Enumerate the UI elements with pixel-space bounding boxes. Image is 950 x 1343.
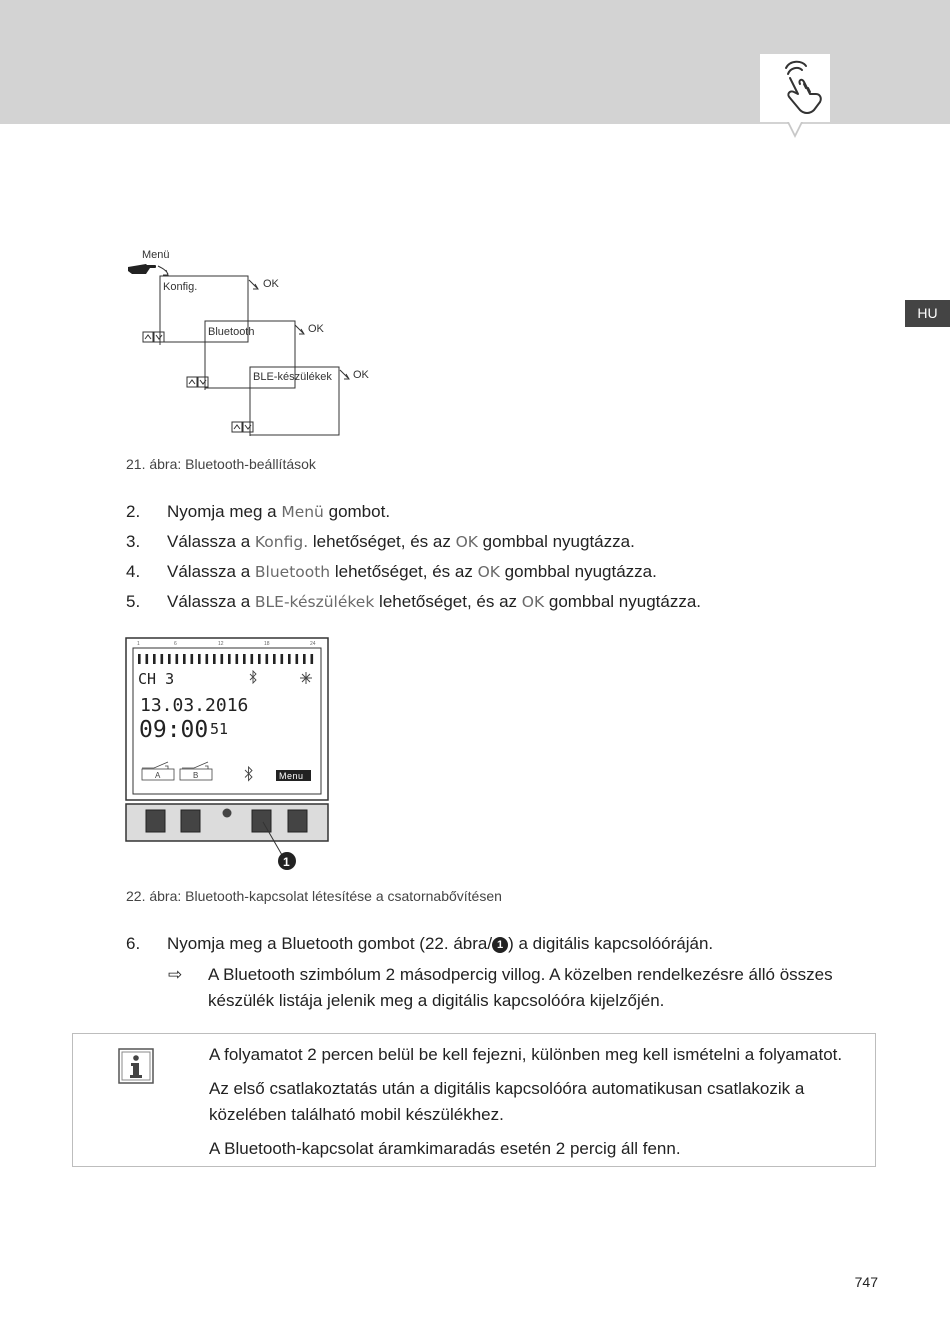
step-text: lehetőséget, és az [374, 592, 522, 611]
device-button-1[interactable] [146, 810, 165, 832]
step-text: Válassza a [167, 532, 255, 551]
scale-12: 12 [218, 641, 224, 647]
ui-term: Bluetooth [254, 563, 331, 581]
step-text: Válassza a [167, 592, 255, 611]
step-text: ) a digitális kapcsolóóráján. [508, 934, 714, 953]
hour-segment [191, 654, 194, 664]
hour-segment [153, 654, 156, 664]
info-paragraph: A Bluetooth-kapcsolat áramkimaradás esetén 2 percig áll fenn. [209, 1139, 681, 1158]
diagram-bluetooth-label: Bluetooth [208, 326, 255, 338]
info-paragraph: Az első csatlakoztatás után a digitális kapcsolóóra automatikusan csatlakozik a közelében található mobil készülékhez. [209, 1079, 805, 1124]
info-icon [118, 1048, 154, 1084]
hour-segment [251, 654, 254, 664]
result-text: A Bluetooth szimbólum 2 másodpercig villog. A közelben rendelkezésre álló összes készülék listája jelenik meg a digitális kapcsolóóra kijelzőjén. [208, 965, 833, 1010]
pointing-hand-icon [128, 264, 156, 274]
steps-list [126, 500, 846, 620]
hour-segment [281, 654, 284, 664]
hour-segment [236, 654, 239, 664]
device-button-2[interactable] [181, 810, 200, 832]
info-paragraph: A folyamatot 2 percen belül be kell fejezni, különben meg kell ismételni a folyamatot. [209, 1045, 843, 1064]
bluetooth-button[interactable] [252, 810, 271, 832]
up-down-buttons [143, 332, 253, 436]
diagram-konfig-label: Konfig. [163, 281, 198, 293]
hour-segment [273, 654, 276, 664]
step-text: Nyomja meg a [167, 502, 282, 521]
step-text: Nyomja meg a Bluetooth gombot (22. ábra/ [167, 934, 493, 953]
hour-segment [266, 654, 269, 664]
ui-term: Konfig. [254, 533, 309, 551]
diagram-ok-2: OK [308, 323, 324, 335]
scale-1: 1 [137, 641, 140, 647]
step-number: 6. [126, 934, 141, 953]
result-arrow-icon: ⇨ [168, 965, 183, 984]
step-number: 3. [126, 532, 141, 551]
hour-segment [296, 654, 299, 664]
info-box [72, 1033, 876, 1167]
step-text: Válassza a [167, 562, 255, 581]
hour-segment [228, 654, 231, 664]
hour-segment [311, 654, 314, 664]
language-tab[interactable]: HU [905, 300, 950, 327]
step-item [126, 590, 846, 620]
hour-segment [138, 654, 141, 664]
ui-term: BLE-készülékek [254, 593, 375, 611]
ui-term: OK [455, 533, 478, 551]
step-text: gombbal nyugtázza. [499, 562, 657, 581]
hour-segment [288, 654, 291, 664]
step-number: 2. [126, 502, 141, 521]
hour-segment [243, 654, 246, 664]
step-number: 5. [126, 592, 141, 611]
figure21-caption: 21. ábra: Bluetooth-beállítások [126, 456, 316, 472]
hour-segment [206, 654, 209, 664]
channel-label: CH 3 [138, 670, 175, 688]
scale-24: 24 [310, 641, 316, 647]
diagram-ble-label: BLE-készülékek [253, 371, 332, 383]
step-text: lehetőséget, és az [308, 532, 456, 551]
hour-segment [303, 654, 306, 664]
step-text: gombbal nyugtázza. [477, 532, 635, 551]
time-display: 09:00 [139, 717, 209, 743]
step-text: gombot. [323, 502, 391, 521]
hour-segment [168, 654, 171, 664]
ui-term: Menü [281, 503, 324, 521]
seconds-display: 51 [210, 720, 229, 738]
step-item [126, 530, 846, 560]
step-number: 4. [126, 562, 141, 581]
diagram-ok-3: OK [353, 369, 369, 381]
ui-term: OK [477, 563, 500, 581]
hour-segment [176, 654, 179, 664]
hour-segment [161, 654, 164, 664]
callout-reference: 1 [492, 937, 508, 953]
hour-segment [146, 654, 149, 664]
figure22-caption: 22. ábra: Bluetooth-kapcsolat létesítése a csatornabővítésen [126, 888, 502, 904]
step-text: lehetőséget, és az [330, 562, 478, 581]
step-text: gombbal nyugtázza. [544, 592, 702, 611]
hour-segment [258, 654, 261, 664]
step-item [126, 560, 846, 590]
device-button-4[interactable] [288, 810, 307, 832]
diagram-ok-1: OK [263, 278, 279, 290]
scale-6: 6 [174, 641, 177, 647]
switch-b-label: B [193, 771, 199, 780]
status-led [223, 809, 232, 818]
time-switch-device [124, 636, 330, 876]
hour-segment [221, 654, 224, 664]
step-item [126, 500, 846, 530]
tab-pointer [787, 122, 803, 138]
switch-a-label: A [155, 771, 161, 780]
hour-segment [213, 654, 216, 664]
hour-segment [183, 654, 186, 664]
diagram-menu-label: Menü [142, 249, 170, 261]
scale-18: 18 [264, 641, 270, 647]
page-number: 747 [854, 1274, 878, 1290]
date-display: 13.03.2016 [140, 695, 249, 716]
touch-hand-icon [760, 54, 830, 122]
menu-softkey-label: Menu [279, 771, 304, 781]
callout-number: 1 [283, 855, 290, 869]
hour-segment [198, 654, 201, 664]
ui-term: OK [521, 593, 545, 611]
bluetooth-settings-diagram [120, 240, 400, 450]
